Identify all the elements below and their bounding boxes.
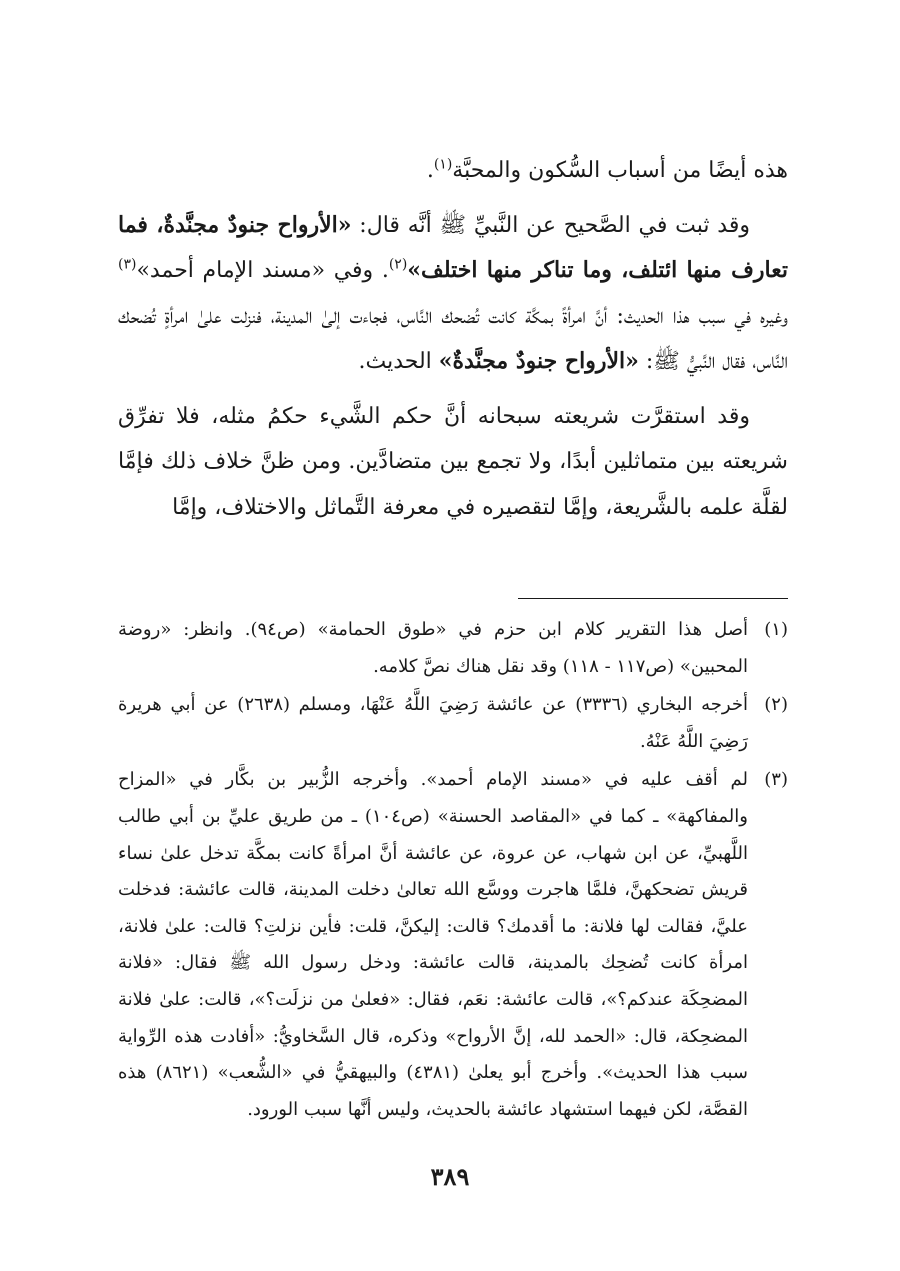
footnote-2 — [118, 687, 788, 760]
footnote-number: (٢) — [764, 694, 788, 716]
footnote-3 — [118, 762, 788, 1128]
footnotes — [118, 612, 788, 1128]
main-text — [118, 148, 788, 530]
paragraph-2-intro: وقد ثبت في الصَّحيح عن النَّبيِّ ﷺ أنَّه قال: — [351, 212, 751, 238]
footnote-ref-3: (٣) — [118, 256, 137, 273]
page-number: ٣٨٩ — [430, 1162, 470, 1191]
footnote-text: أخرجه البخاري (٣٣٣٦) عن عائشة رَضِيَ اللَّهُ عَنْهَا، ومسلم (٢٦٣٨) عن أبي هريرة رَضِيَ اللَّهُ عَنْهُ. — [118, 694, 748, 752]
paragraph-3-text: وقد استقرَّت شريعته سبحانه أنَّ حكم الشَّيء حكمُ مثله، فلا تفرِّق شريعته بين متماثلين أبدًا، ولا تجمع بين متضادَّين. ومن ظنَّ خلاف ذلك فإمَّا لقلَّة علمه بالشَّريعة، وإمَّا لتقصيره في معرفة التَّماثل والاختلاف، وإمَّا — [118, 403, 788, 520]
paragraph-1 — [118, 148, 788, 194]
paragraph-2-end: الحديث. — [358, 349, 439, 374]
paragraph-1-end: . — [426, 158, 434, 183]
footnote-divider — [518, 598, 788, 599]
footnote-text: لم أقف عليه في «مسند الإمام أحمد». وأخرجه الزُّبير بن بكَّار في «المزاح والمفاكهة» ـ كما في «المقاصد الحسنة» (ص١٠٤) ـ من طريق عليِّ بن أبي طالب اللَّهبيِّ، عن ابن شهاب، عن عروة، عن عائشة أنَّ امرأةً كانت بمكَّة تدخل علىٰ نساء قريش تضحكهنَّ، فلمَّا هاجرت ووسَّع الله تعالىٰ دخلت المدينة، قالت عائشة: فدخلت عليَّ، فقالت لها فلانة: ما أقدمك؟ قالت: إليكنَّ، قلت: فأين نزلتِ؟ قالت: علىٰ فلانة، امرأة كانت تُضحِك بالمدينة، قالت عائشة: ودخل رسول الله ﷺ فقال: «فلانة المضحِكَة عندكم؟»، قالت عائشة: نعَم، فقال: «فعلىٰ من نزلَت؟»، قالت: علىٰ فلانة المضحِكة، قال: «الحمد لله، إنَّ الأرواح» وذكره، قال السَّخاويُّ: «أفادت هذه الرِّواية سبب هذا الحديث». وأخرج أبو يعلىٰ (٤٣٨١) والبيهقيُّ في «الشُّعب» (٨٦٢١) هذه القصَّة، لكن فيهما استشهاد عائشة بالحديث، وليس أنَّها سبب الورود. — [118, 769, 748, 1120]
footnote-ref-1: (١) — [433, 156, 453, 173]
footnote-text: أصل هذا التقرير كلام ابن حزم في «طوق الحمامة» (ص٩٤). وانظر: «روضة المحبين» (ص١١٧ - ١١٨) وقد نقل هناك نصَّ كلامه. — [118, 619, 748, 677]
hadith-quote: «الأرواح جنودٌ مجنَّدةٌ، فما تعارف منها ائتلف، وما تناكر منها اختلف» — [118, 211, 788, 283]
paragraph-3 — [118, 394, 788, 531]
paragraph-1-text: هذه أيضًا من أسباب السُّكون والمحبَّة — [452, 158, 788, 183]
paragraph-2 — [118, 203, 788, 385]
paragraph-2-story: وغيره في سبب هذا الحديث: أنَّ امرأةً بمكَّة كانت تُضحك النَّاس، فجاءت إلىٰ المدينة، فنزلت علىٰ امرأةٍ تُضحك النَّاس، فقال النَّبيُّ ﷺ: — [118, 303, 788, 374]
footnote-number: (٣) — [764, 769, 788, 791]
footnote-ref-2: (٢) — [388, 256, 408, 273]
hadith-quote-2: «الأرواح جنودٌ مجنَّدةٌ» — [438, 348, 639, 374]
paragraph-2-mid: . وفي «مسند الإمام أحمد» — [136, 258, 389, 283]
footnote-number: (١) — [764, 619, 788, 640]
footnote-1 — [118, 612, 788, 685]
